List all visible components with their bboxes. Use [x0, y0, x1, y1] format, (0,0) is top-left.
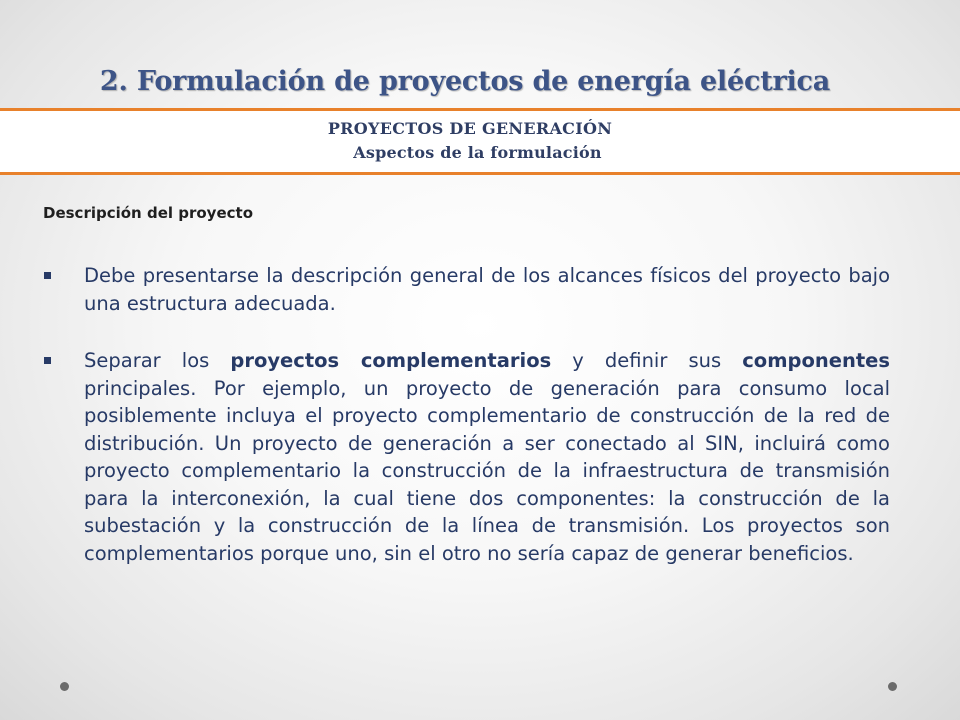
banner-bottom-rule [0, 172, 960, 175]
slide-title: 2. Formulación de proyectos de energía eléctrica [99, 66, 831, 97]
bullet-text: Separar los [84, 349, 231, 372]
section-banner [0, 111, 960, 172]
nav-dot-icon [60, 682, 69, 691]
bullet-item [44, 262, 890, 317]
banner-subtitle: Aspectos de la formulación [353, 143, 602, 162]
nav-dot-icon [888, 682, 897, 691]
bullet-text: principales. Por ejemplo, un proyecto de generación para consumo local posiblemente incluya el proyecto complementario de construcción de la red de distribución. Un proyecto de generación a ser conectado al SIN, incluirá como proyecto complementario la construcción de la infraestructura de transmisión para la interconexión, la cual tiene dos componentes: la construcción de la subestación y la construcción de la línea de transmisión. Los proyectos son complementarios porque uno, sin el otro no sería capaz de generar beneficios. [84, 376, 890, 565]
banner-title: PROYECTOS DE GENERACIÓN [327, 119, 613, 138]
emphasis-components: componentes [742, 349, 891, 372]
bullet-item [44, 347, 890, 567]
section-heading: Descripción del proyecto [43, 204, 253, 222]
bullet-text: Debe presentarse la descripción general de los alcances físicos del proyecto bajo una estructura adecuada. [84, 264, 890, 315]
bullet-text: y definir sus [551, 349, 743, 372]
square-bullet-icon [44, 272, 51, 279]
square-bullet-icon [44, 357, 51, 364]
emphasis-complementary-projects: proyectos complementarios [230, 349, 552, 372]
bullet-list [44, 262, 890, 567]
